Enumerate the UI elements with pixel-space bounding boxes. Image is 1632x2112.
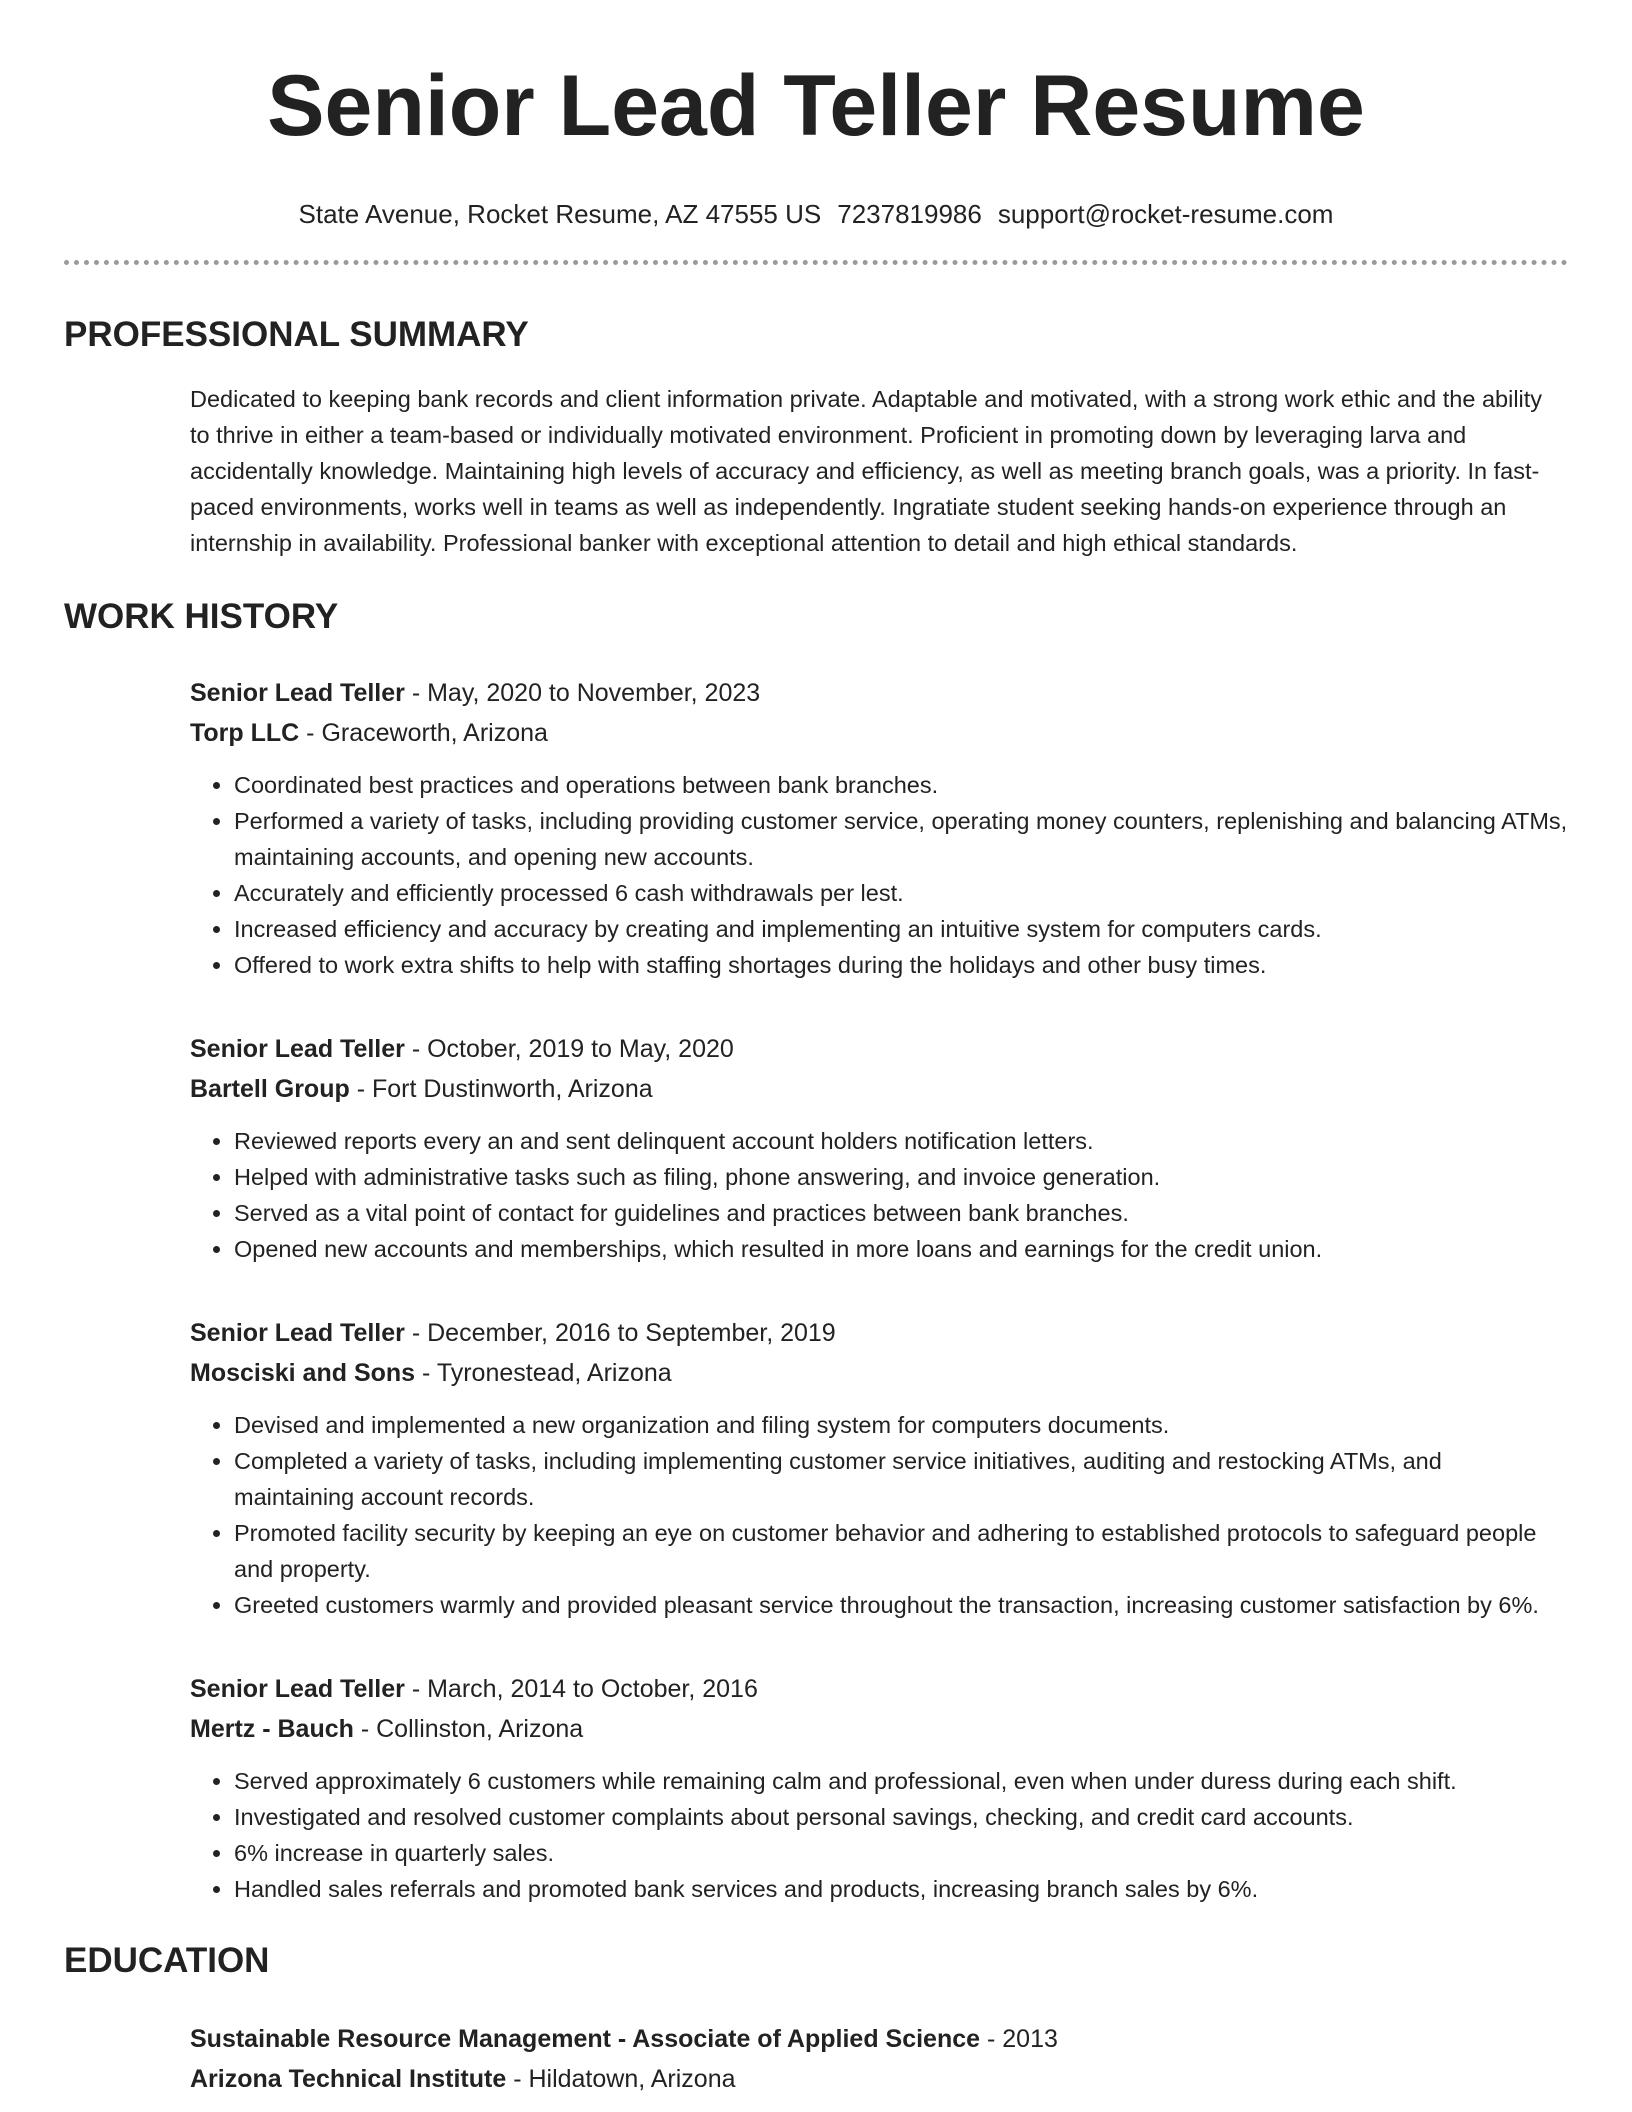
job-company: Mosciski and Sons	[190, 1359, 416, 1387]
job-dates: - March, 2014 to October, 2016	[404, 1675, 758, 1703]
job-bullet: • Helped with administrative tasks such as filing, phone answering, and invoice generation.	[234, 1159, 1568, 1195]
job-location: - Graceworth, Arizona	[299, 719, 548, 747]
job-bullet: • Offered to work extra shifts to help with staffing shortages during the holidays and other busy times.	[234, 947, 1568, 983]
job-location: - Fort Dustinworth, Arizona	[349, 1075, 653, 1103]
work-history-heading: WORK HISTORY	[64, 597, 339, 636]
job-bullet: • Handled sales referrals and promoted bank services and products, increasing branch sales by 6%.	[234, 1871, 1568, 1907]
job-dates: - December, 2016 to September, 2019	[404, 1319, 836, 1347]
job-bullets	[190, 767, 1568, 983]
job-entry	[190, 1313, 1568, 1623]
job-title-line	[190, 1669, 1568, 1709]
education-school-line	[190, 2059, 1568, 2099]
summary-text: Dedicated to keeping bank records and client information private. Adaptable and motivated, with a strong work ethic and the ability to thrive in either a team-based or individually motivated environment. Proficient in promoting down by leveraging larva and accidentally knowledge. Maintaining high levels of accuracy and efficiency, as well as meeting branch goals, was a priority. In fast-paced environments, works well in teams as well as independently. Ingratiate student seeking hands-on experience through an internship in availability. Professional banker with exceptional attention to detail and high ethical standards.	[190, 386, 1543, 556]
job-company-line	[190, 1353, 1568, 1393]
job-company-line	[190, 713, 1568, 753]
summary-heading: PROFESSIONAL SUMMARY	[64, 315, 529, 354]
job-title: Senior Lead Teller	[190, 1675, 405, 1703]
job-bullets	[190, 1763, 1568, 1907]
job-bullet: • Completed a variety of tasks, including implementing customer service initiatives, auditing and restocking ATMs, and maintaining account records.	[234, 1443, 1568, 1515]
job-bullet: • Reviewed reports every an and sent delinquent account holders notification letters.	[234, 1123, 1568, 1159]
education-heading: EDUCATION	[64, 1941, 270, 1980]
job-entry	[190, 1029, 1568, 1267]
contact-line	[64, 198, 1568, 230]
job-bullet: • Devised and implemented a new organization and filing system for computers documents.	[234, 1407, 1568, 1443]
job-title: Senior Lead Teller	[190, 679, 405, 707]
contact-email: support@rocket-resume.com	[997, 199, 1334, 229]
job-bullet: • Coordinated best practices and operations between bank branches.	[234, 767, 1568, 803]
job-bullet: • 6% increase in quarterly sales.	[234, 1835, 1568, 1871]
job-bullet: • Performed a variety of tasks, including providing customer service, operating money counters, replenishing and balancing ATMs, maintaining accounts, and opening new accounts.	[234, 803, 1568, 875]
job-title: Senior Lead Teller	[190, 1035, 405, 1063]
job-location: - Tyronestead, Arizona	[415, 1359, 672, 1387]
job-title: Senior Lead Teller	[190, 1319, 405, 1347]
job-bullets	[190, 1407, 1568, 1623]
job-company-line	[190, 1709, 1568, 1749]
education-year: - 2013	[980, 2025, 1058, 2053]
header-divider	[64, 260, 1568, 265]
job-bullet: • Served approximately 6 customers while remaining calm and professional, even when under duress during each shift.	[234, 1763, 1568, 1799]
job-bullet: • Opened new accounts and memberships, which resulted in more loans and earnings for the credit union.	[234, 1231, 1568, 1267]
education-entry	[190, 2019, 1568, 2099]
job-dates: - October, 2019 to May, 2020	[404, 1035, 734, 1063]
education-location: - Hildatown, Arizona	[506, 2065, 736, 2093]
job-company-line	[190, 1069, 1568, 1109]
job-bullet: • Served as a vital point of contact for guidelines and practices between bank branches.	[234, 1195, 1568, 1231]
job-bullet: • Greeted customers warmly and provided pleasant service throughout the transaction, increasing customer satisfaction by 6%.	[234, 1587, 1568, 1623]
job-bullet: • Accurately and efficiently processed 6 cash withdrawals per lest.	[234, 875, 1568, 911]
job-company: Bartell Group	[190, 1075, 350, 1103]
job-bullet: • Investigated and resolved customer complaints about personal savings, checking, and credit card accounts.	[234, 1799, 1568, 1835]
contact-phone: 7237819986	[837, 199, 982, 229]
education-degree-line	[190, 2019, 1568, 2059]
contact-address: State Avenue, Rocket Resume, AZ 47555 US	[298, 199, 822, 229]
job-location: - Collinston, Arizona	[353, 1715, 584, 1743]
job-company: Mertz - Bauch	[190, 1715, 354, 1743]
education-degree: Sustainable Resource Management - Associate of Applied Science	[190, 2025, 981, 2053]
job-entry	[190, 673, 1568, 983]
job-company: Torp LLC	[190, 719, 300, 747]
job-title-line	[190, 673, 1568, 713]
job-title-line	[190, 1313, 1568, 1353]
job-bullets	[190, 1123, 1568, 1267]
job-bullet: • Promoted facility security by keeping an eye on customer behavior and adhering to established protocols to safeguard people and property.	[234, 1515, 1568, 1587]
job-bullet: • Increased efficiency and accuracy by creating and implementing an intuitive system for computers cards.	[234, 911, 1568, 947]
resume-title: Senior Lead Teller Resume	[267, 58, 1365, 154]
job-title-line	[190, 1029, 1568, 1069]
education-school: Arizona Technical Institute	[190, 2065, 507, 2093]
job-dates: - May, 2020 to November, 2023	[404, 679, 761, 707]
job-entry	[190, 1669, 1568, 1907]
